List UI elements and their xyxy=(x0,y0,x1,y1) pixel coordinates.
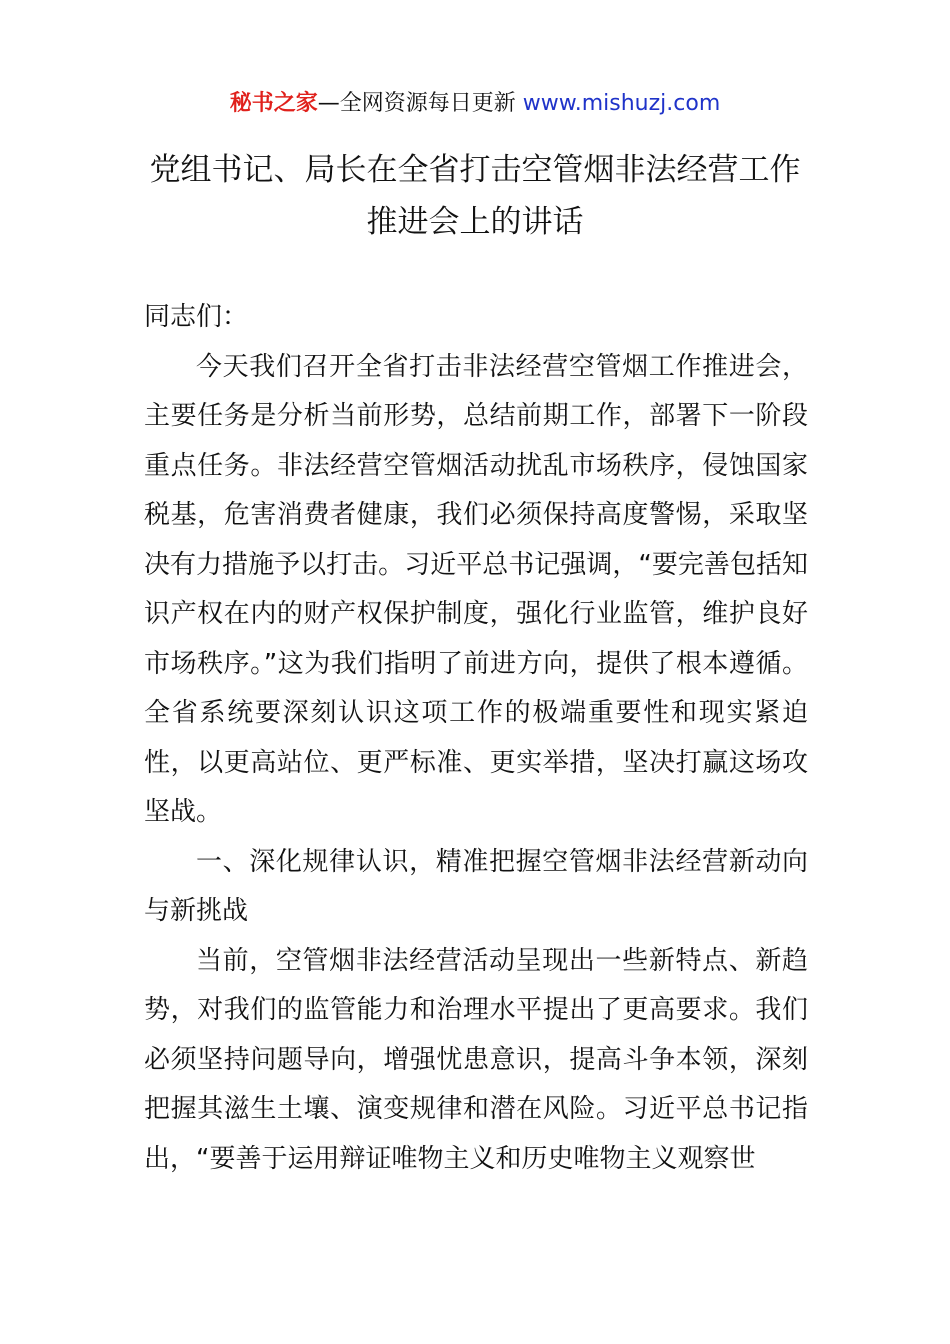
paragraph-1: 今天我们召开全省打击非法经营空管烟工作推进会，主要任务是分析当前形势，总结前期工作，部署下一阶段重点任务。非法经营空管烟活动扰乱市场秩序，侵蚀国家税基，危害消费者健康，我们必须保持高度警惕，采取坚决有力措施予以打击。习近平总书记强调，“要完善包括知识产权在内的财产权保护制度，强化行业监管，维护良好市场秩序。”这为我们指明了前进方向，提供了根本遵循。全省系统要深刻认识这项工作的极端重要性和现实紧迫性，以更高站位、更严标准、更实举措，坚决打赢这场攻坚战。 xyxy=(144,351,808,827)
salutation: 同志们： xyxy=(144,302,249,332)
document-title: 党组书记、局长在全省打击空管烟非法经营工作推进会上的讲话 xyxy=(149,152,801,240)
section-1-heading: 一、深化规律认识，精准把握空管烟非法经营新动向与新挑战 xyxy=(144,846,808,926)
site-header xyxy=(0,86,950,122)
document-body xyxy=(144,293,808,1184)
paragraph-2: 当前，空管烟非法经营活动呈现出一些新特点、新趋势，对我们的监管能力和治理水平提出了更高要求。我们必须坚持问题导向，增强忧患意识，提高斗争本领，深刻把握其滋生土壤、演变规律和潜在风险。习近平总书记指出，“要善于运用辩证唯物主义和历史唯物主义观察世 xyxy=(144,945,808,1174)
site-url-link[interactable]: www.mishuzj.com xyxy=(522,91,721,116)
site-brand: 秘书之家 xyxy=(229,91,318,116)
header-dash: — xyxy=(317,91,340,116)
site-tagline: 全网资源每日更新 xyxy=(339,91,516,116)
